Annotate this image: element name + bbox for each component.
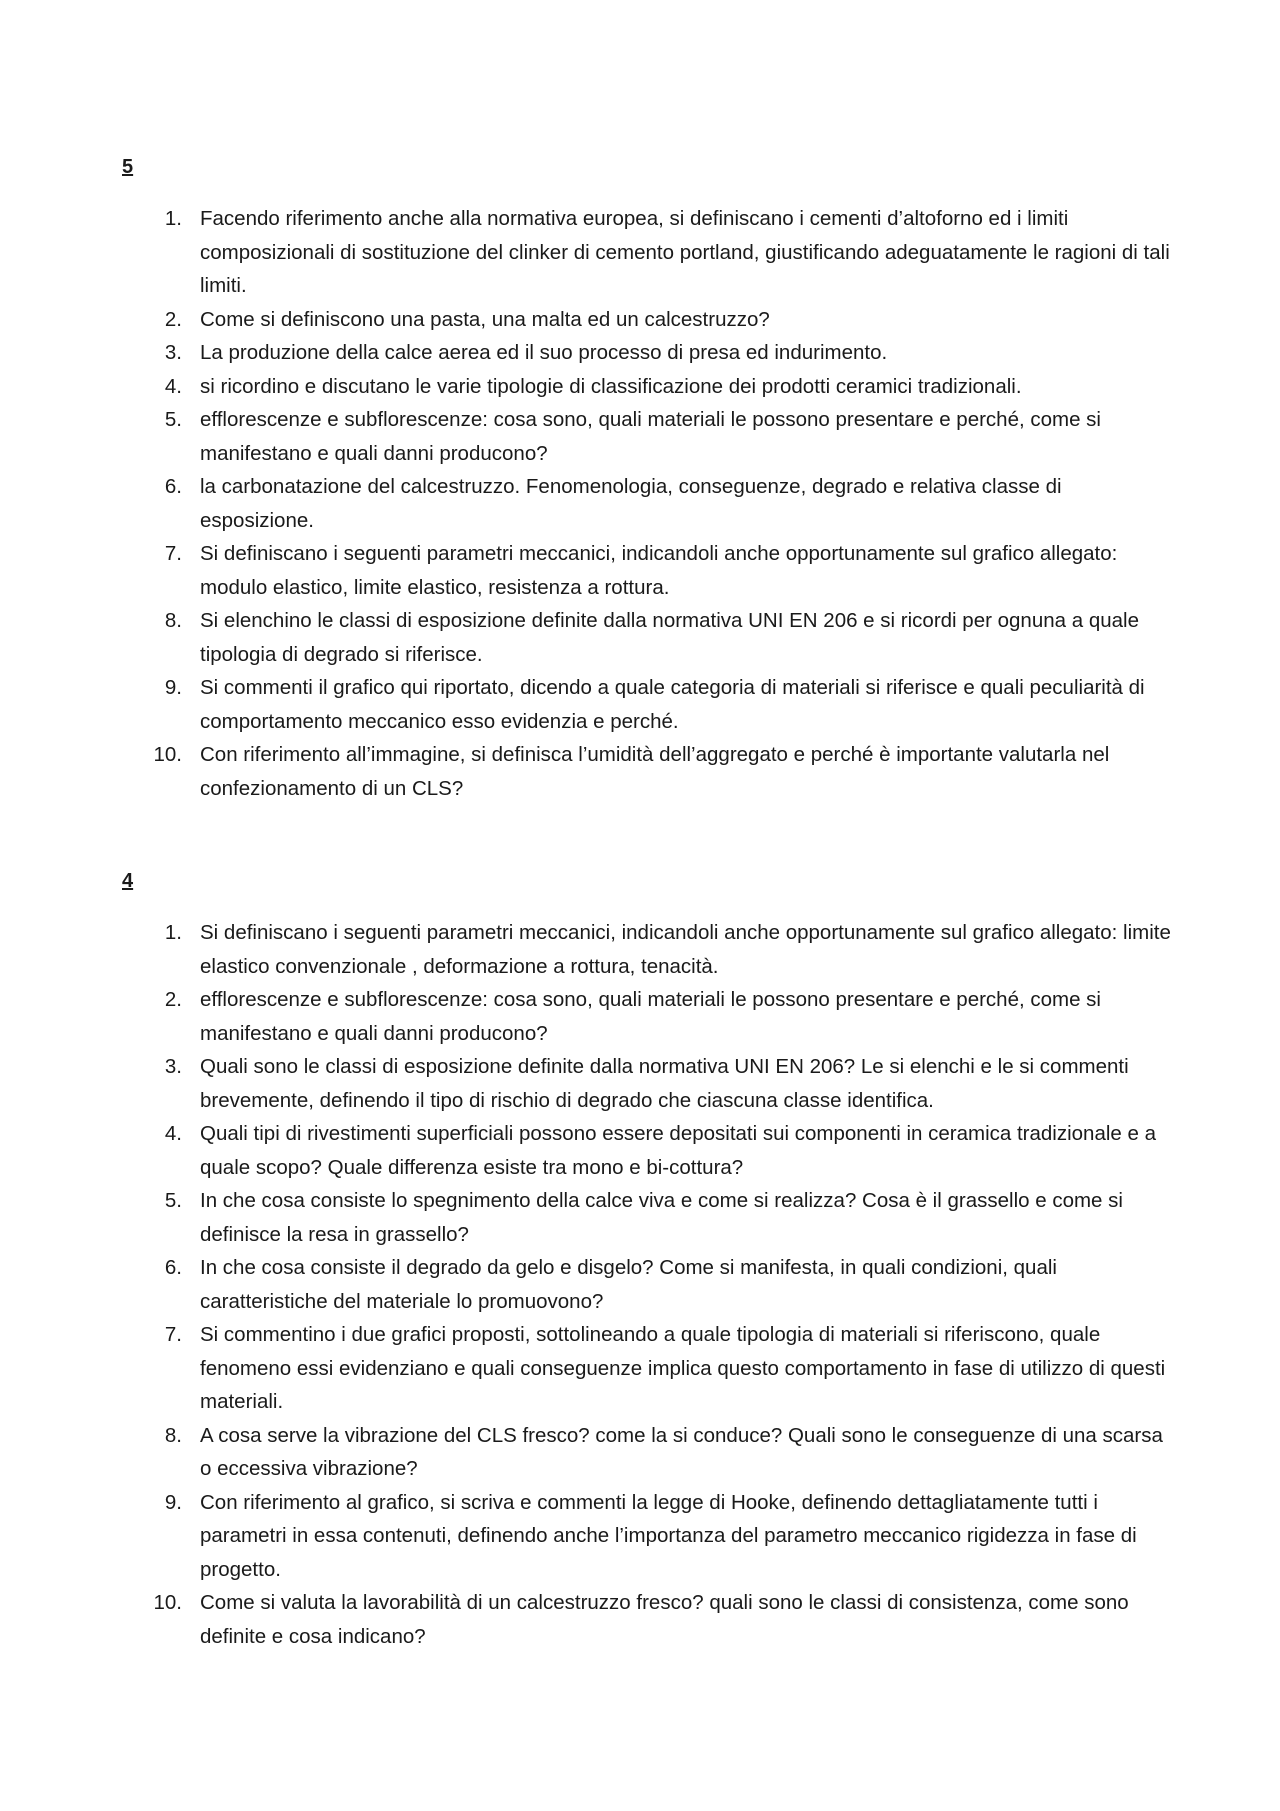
section-title: 5 (122, 156, 134, 178)
list-item (122, 1318, 1172, 1419)
item-number: 10. (153, 1591, 182, 1614)
list-item (122, 370, 1172, 404)
item-number: 8. (164, 609, 182, 632)
item-number: 4. (164, 374, 182, 398)
item-text: Si definiscano i seguenti parametri meccanici, indicandoli anche opportunamente sul grafico allegato: limite elastico convenzionale , deformazione a rottura, tenacità. (200, 921, 1171, 978)
exam-section-4 (122, 866, 1172, 1653)
list-item (122, 336, 1172, 370)
item-text: Quali tipi di rivestimenti superficiali possono essere depositati sui componenti in ceramica tradizionale e a quale scopo? Quale differenza esiste tra mono e bi-cottura? (200, 1122, 1157, 1179)
item-text: Si commentino i due grafici proposti, sottolineando a quale tipologia di materiali si riferiscono, quale fenomeno essi evidenziano e quali conseguenze implica questo comportamento in fase di utilizzo di questi materiali. (200, 1323, 1166, 1413)
item-text: Si elenchino le classi di esposizione definite dalla normativa UNI EN 206 e si ricordi per ognuna a quale tipologia di degrado si riferisce. (200, 609, 1139, 666)
list-item (122, 604, 1172, 671)
item-number: 8. (164, 1423, 182, 1447)
list-item (122, 1586, 1172, 1653)
item-text: Quali sono le classi di esposizione definite dalla normativa UNI EN 206? Le si elenchi e le si commenti brevemente, definendo il tipo di rischio di degrado che ciascuna classe identifica. (200, 1055, 1129, 1112)
list-item (122, 403, 1172, 470)
item-number: 1. (164, 921, 182, 944)
item-number: 7. (164, 542, 182, 565)
list-item (122, 1419, 1172, 1486)
list-item (122, 1251, 1172, 1318)
item-number: 3. (164, 1055, 182, 1078)
list-item (122, 537, 1172, 604)
question-list (122, 202, 1172, 805)
list-item (122, 470, 1172, 537)
list-item (122, 1050, 1172, 1117)
item-text: si ricordino e discutano le varie tipologie di classificazione dei prodotti ceramici tradizionali. (200, 374, 1022, 398)
item-text: A cosa serve la vibrazione del CLS fresco? come la si conduce? Quali sono le conseguenze di una scarsa o eccessiva vibrazione? (200, 1423, 1163, 1480)
list-item (122, 1117, 1172, 1184)
item-text: Come si definiscono una pasta, una malta ed un calcestruzzo? (200, 307, 770, 331)
item-number: 9. (164, 1490, 182, 1514)
item-number: 9. (164, 676, 182, 699)
item-number: 6. (164, 1256, 182, 1279)
item-number: 5. (164, 1189, 182, 1212)
list-item (122, 202, 1172, 303)
question-list (122, 916, 1172, 1653)
item-text: La produzione della calce aerea ed il suo processo di presa ed indurimento. (200, 341, 888, 364)
item-text: efflorescenze e subflorescenze: cosa sono, quali materiali le possono presentare e perché, come si manifestano e quali danni producono? (200, 988, 1101, 1045)
item-text: Con riferimento al grafico, si scriva e commenti la legge di Hooke, definendo dettagliatamente tutti i parametri in essa contenuti, definendo anche l’importanza del parametro meccanico rigidezza in fase di progetto. (200, 1490, 1137, 1581)
item-number: 7. (164, 1323, 182, 1346)
list-item (122, 303, 1172, 337)
item-number: 6. (164, 475, 182, 498)
item-text: Facendo riferimento anche alla normativa europea, si definiscano i cementi d’altoforno ed i limiti composizionali di sostituzione del clinker di cemento portland, giustificando adeguatamente le ragioni di tali limiti. (200, 207, 1170, 297)
item-text: In che cosa consiste il degrado da gelo e disgelo? Come si manifesta, in quali condizioni, quali caratteristiche del materiale lo promuovono? (200, 1256, 1057, 1313)
list-item (122, 1184, 1172, 1251)
item-text: la carbonatazione del calcestruzzo. Fenomenologia, conseguenze, degrado e relativa classe di esposizione. (200, 475, 1062, 532)
item-text: Con riferimento all’immagine, si definisca l’umidità dell’aggregato e perché è importante valutarla nel confezionamento di un CLS? (200, 743, 1110, 800)
list-item (122, 738, 1172, 805)
item-number: 1. (164, 207, 182, 230)
item-text: Come si valuta la lavorabilità di un calcestruzzo fresco? quali sono le classi di consistenza, come sono definite e cosa indicano? (200, 1591, 1129, 1648)
item-number: 2. (164, 307, 182, 331)
item-number: 2. (164, 988, 182, 1011)
item-number: 3. (164, 341, 182, 364)
item-number: 5. (164, 408, 182, 431)
item-text: In che cosa consiste lo spegnimento della calce viva e come si realizza? Cosa è il grassello e come si definisce la resa in grassello? (200, 1189, 1123, 1246)
item-text: Si commenti il grafico qui riportato, dicendo a quale categoria di materiali si riferisce e quali peculiarità di comportamento meccanico esso evidenzia e perché. (200, 676, 1145, 733)
item-number: 10. (153, 743, 182, 766)
exam-section-5 (122, 152, 1172, 805)
list-item (122, 983, 1172, 1050)
item-text: efflorescenze e subflorescenze: cosa sono, quali materiali le possono presentare e perché, come si manifestano e quali danni producono? (200, 408, 1101, 465)
section-title: 4 (122, 870, 134, 892)
item-number: 4. (164, 1122, 182, 1145)
list-item (122, 1486, 1172, 1587)
item-text: Si definiscano i seguenti parametri meccanici, indicandoli anche opportunamente sul grafico allegato: modulo elastico, limite elastico, resistenza a rottura. (200, 542, 1118, 599)
list-item (122, 671, 1172, 738)
list-item (122, 916, 1172, 983)
